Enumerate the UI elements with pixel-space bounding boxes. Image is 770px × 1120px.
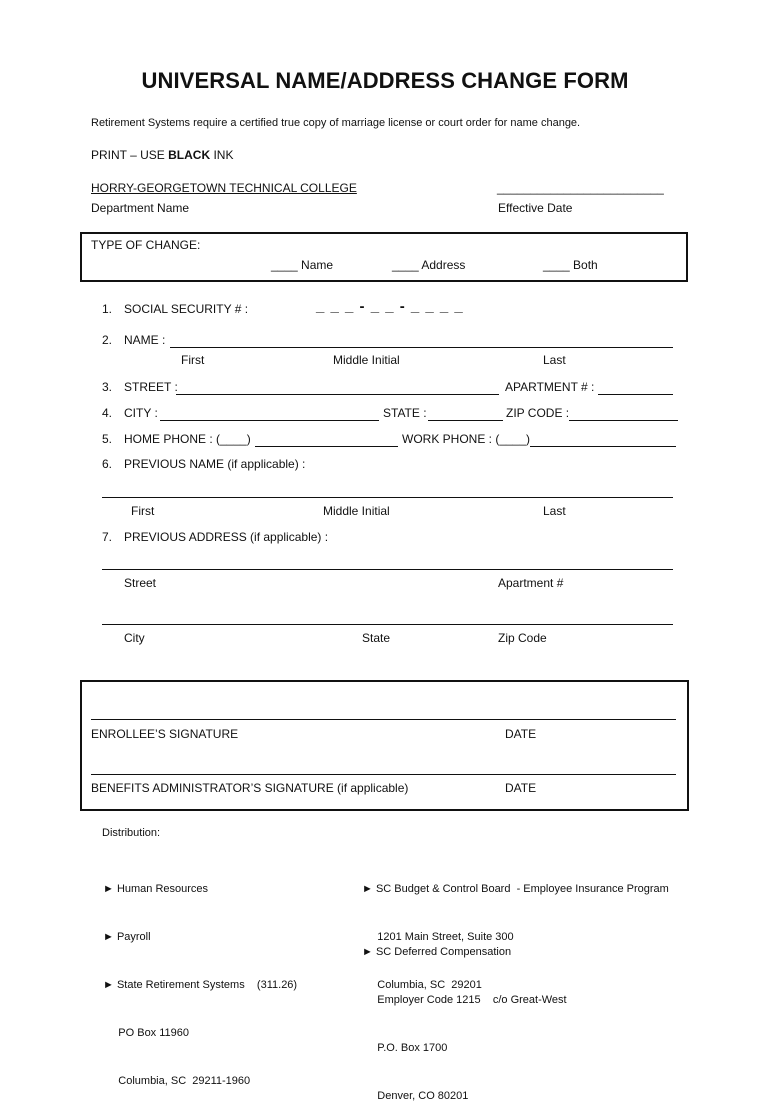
home-phone-label: HOME PHONE : (____) (124, 432, 251, 446)
dist-left-item: ► State Retirement Systems (311.26) (103, 979, 298, 991)
effective-date-field[interactable]: _________________________ (497, 181, 664, 195)
effective-date-label: Effective Date (498, 201, 573, 215)
name-last-label: Last (543, 353, 566, 367)
previous-name-label: PREVIOUS NAME (if applicable) : (124, 457, 306, 471)
prev-city-label: City (124, 631, 145, 645)
city-label: CITY : (124, 406, 158, 420)
dist-right-item: ► SC Budget & Control Board - Employee Insurance Program (362, 883, 669, 895)
prev-first-label: First (131, 504, 155, 518)
dist-left-item: ► Human Resources (103, 883, 209, 895)
work-phone-input-line[interactable] (530, 446, 676, 447)
dist-right-item: Columbia, SC 29201 (362, 979, 482, 991)
dist-left-item: ► Payroll (103, 931, 151, 943)
state-input-line[interactable] (428, 420, 503, 421)
admin-signature-line[interactable] (91, 774, 676, 775)
field-4-number: 4. (102, 406, 113, 420)
admin-date-label: DATE (505, 781, 537, 795)
dist-left-item: Columbia, SC 29211-1960 (103, 1075, 251, 1087)
print-prefix: PRINT – USE (91, 148, 169, 162)
ssn-label: SOCIAL SECURITY # : (124, 302, 249, 316)
distribution-right-list-b (362, 912, 567, 1120)
name-input-line[interactable] (170, 347, 673, 348)
city-input-line[interactable] (160, 420, 379, 421)
previous-street-input-line[interactable] (102, 569, 673, 570)
dist-right-item: Employer Code 1215 c/o Great-West (362, 994, 567, 1006)
apartment-input-line[interactable] (598, 394, 673, 395)
print-black: BLACK (168, 148, 211, 162)
change-address-option[interactable]: ____ Address (392, 258, 466, 272)
street-label: STREET : (124, 380, 178, 394)
ssn-input[interactable]: _ _ _ - _ _ - _ _ _ _ (316, 298, 464, 315)
change-name-option[interactable]: ____ Name (271, 258, 334, 272)
dist-left-item: PO Box 11960 (103, 1027, 190, 1039)
prev-zip-label: Zip Code (498, 631, 547, 645)
previous-address-label: PREVIOUS ADDRESS (if applicable) : (124, 530, 329, 544)
distribution-label: Distribution: (102, 827, 161, 839)
zip-input-line[interactable] (569, 420, 678, 421)
dist-right-item: P.O. Box 1700 (362, 1042, 448, 1054)
distribution-left-list (103, 849, 297, 1105)
apartment-label: APARTMENT # : (505, 380, 595, 394)
name-label: NAME : (124, 333, 166, 347)
prev-street-label: Street (124, 576, 157, 590)
field-1-number: 1. (102, 302, 113, 316)
form-title: UNIVERSAL NAME/ADDRESS CHANGE FORM (141, 68, 629, 93)
dist-right-item: ► SC Deferred Compensation (362, 946, 512, 958)
prev-apartment-label: Apartment # (498, 576, 564, 590)
field-3-number: 3. (102, 380, 113, 394)
print-suffix: INK (210, 148, 234, 162)
field-7-number: 7. (102, 530, 113, 544)
name-middle-label: Middle Initial (333, 353, 400, 367)
prev-last-label: Last (543, 504, 566, 518)
enrollee-signature-line[interactable] (91, 719, 676, 720)
previous-name-input-line[interactable] (102, 497, 673, 498)
field-5-number: 5. (102, 432, 113, 446)
enrollee-date-label: DATE (505, 727, 537, 741)
home-phone-input-line[interactable] (255, 446, 398, 447)
prev-state-label: State (362, 631, 391, 645)
enrollee-signature-label: ENROLLEE’S SIGNATURE (91, 727, 239, 741)
notice-text: Retirement Systems require a certified true copy of marriage license or court order for name change. (91, 117, 581, 129)
department-name-value[interactable]: HORRY-GEORGETOWN TECHNICAL COLLEGE (91, 181, 357, 195)
print-instruction (91, 148, 233, 162)
admin-signature-label: BENEFITS ADMINISTRATOR’S SIGNATURE (if applicable) (91, 781, 409, 795)
dist-right-item: Denver, CO 80201 (362, 1090, 469, 1102)
type-of-change-label: TYPE OF CHANGE: (91, 238, 201, 252)
field-6-number: 6. (102, 457, 113, 471)
zip-label: ZIP CODE : (506, 406, 570, 420)
work-phone-label: WORK PHONE : (____) (402, 432, 531, 446)
department-name-label: Department Name (91, 201, 190, 215)
change-both-option[interactable]: ____ Both (543, 258, 598, 272)
field-2-number: 2. (102, 333, 113, 347)
dist-right-item: 1201 Main Street, Suite 300 (362, 931, 514, 943)
prev-middle-label: Middle Initial (323, 504, 390, 518)
name-first-label: First (181, 353, 205, 367)
previous-city-input-line[interactable] (102, 624, 673, 625)
state-label: STATE : (383, 406, 427, 420)
street-input-line[interactable] (176, 394, 499, 395)
